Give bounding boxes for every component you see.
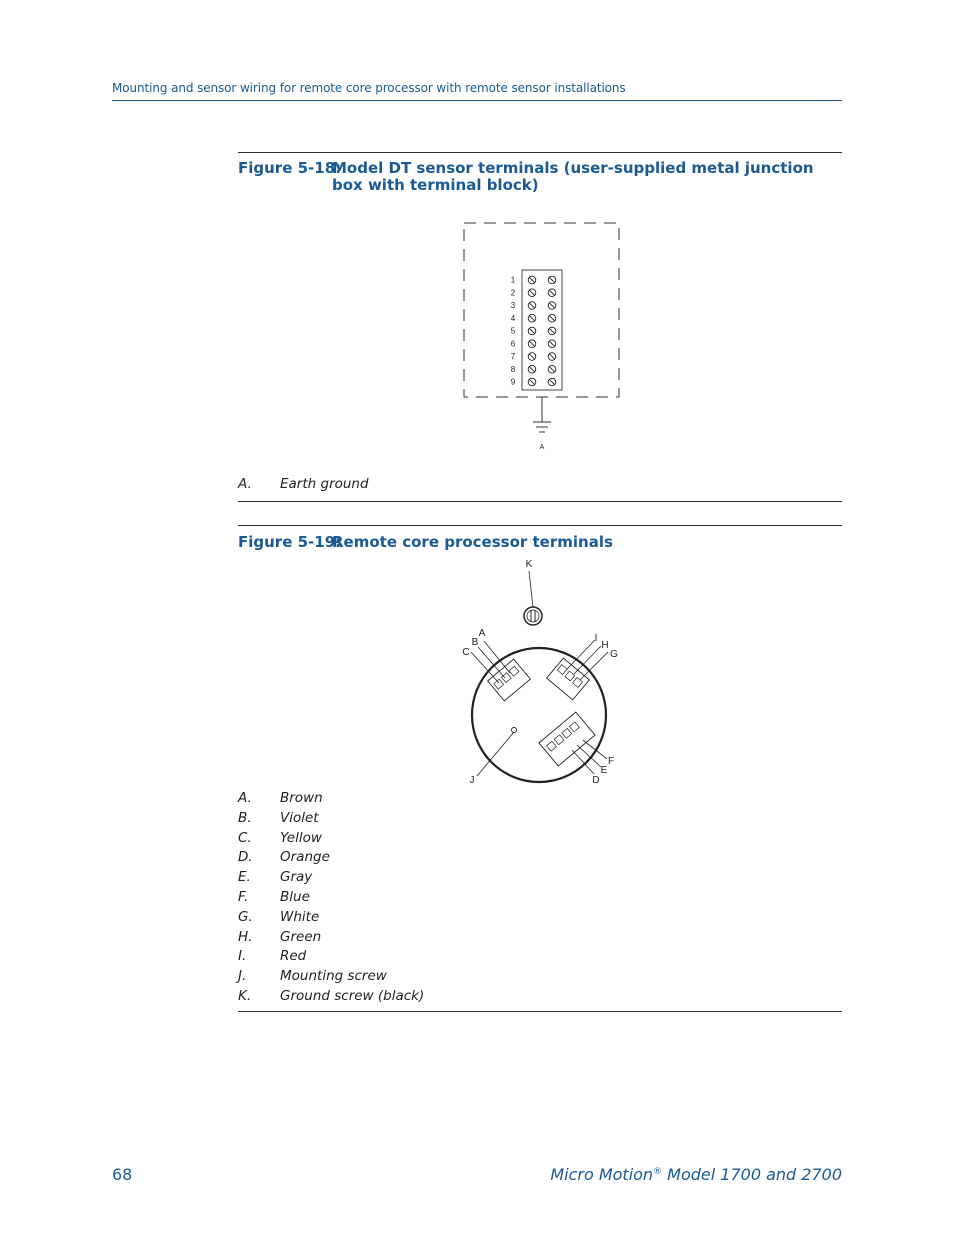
- callout-c: C: [462, 647, 470, 658]
- callout-k-leader: [529, 571, 533, 607]
- brand-name: Micro Motion: [550, 1165, 654, 1184]
- legend-key: G.: [238, 908, 253, 925]
- legend-key: E.: [238, 869, 251, 886]
- legend-key: H.: [238, 928, 253, 945]
- figure19-top-rule: [238, 525, 842, 526]
- terminal-number: 7: [510, 352, 516, 361]
- legend-value: Red: [280, 948, 307, 965]
- figure19-bottom-rule: [238, 1011, 842, 1012]
- legend-key: K.: [238, 987, 252, 1004]
- page-number: 68: [112, 1165, 133, 1184]
- terminal-number: 1: [510, 275, 516, 285]
- terminal-number: 6: [510, 339, 516, 349]
- callout-f-leader: [583, 740, 607, 759]
- legend-value: Ground screw (black): [280, 987, 425, 1004]
- legend-key: F.: [238, 888, 249, 905]
- figure18-number: Figure 5-18:: [238, 159, 342, 177]
- callout-c-leader: [471, 652, 499, 683]
- legend-key: I.: [238, 948, 247, 965]
- terminal-number: 2: [510, 288, 516, 298]
- model-name: Model 1700 and 2700: [662, 1165, 842, 1184]
- junction-box-diagram: [455, 215, 635, 460]
- legend-value: Mounting screw: [280, 968, 387, 985]
- callout-d: D: [592, 775, 600, 786]
- callout-k: K: [525, 559, 533, 570]
- legend-key: A.: [238, 476, 252, 492]
- legend-value: White: [280, 908, 320, 925]
- callout-b-leader: [478, 647, 505, 678]
- legend-value: Orange: [280, 849, 330, 866]
- mounting-screw: [512, 728, 517, 733]
- legend-value: Yellow: [280, 829, 322, 846]
- figure19-number: Figure 5-19:: [238, 533, 342, 551]
- callout-j-leader: [477, 732, 514, 776]
- terminal-numbers: [511, 276, 516, 387]
- figure18-caption: Model DT sensor terminals (user-supplied metal junction box with terminal block): [332, 159, 814, 194]
- callout-f: F: [607, 756, 615, 767]
- running-header: Mounting and sensor wiring for remote core processor with remote sensor installations: [112, 81, 626, 95]
- legend-key: D.: [238, 849, 253, 866]
- callout-j: J: [469, 775, 475, 786]
- callout-i: I: [594, 633, 598, 644]
- terminal-number: 9: [510, 377, 516, 387]
- callout-i-leader: [567, 640, 595, 669]
- processor-housing: [472, 648, 606, 782]
- connector-bottom: [539, 712, 595, 766]
- core-processor-diagram: [450, 552, 630, 792]
- legend-value: Blue: [280, 888, 310, 905]
- terminal-number: 8: [510, 364, 516, 374]
- legend-value: Green: [280, 928, 322, 945]
- callout-h: H: [601, 640, 609, 651]
- callout-e: E: [600, 765, 608, 776]
- legend-value: Violet: [280, 809, 319, 826]
- figure19-caption: Remote core processor terminals: [332, 533, 613, 551]
- callout-b: B: [471, 637, 479, 648]
- header-rule: [112, 100, 842, 101]
- legend-key: C.: [238, 829, 252, 846]
- document-title: [550, 1165, 842, 1184]
- legend-key: B.: [238, 809, 252, 826]
- legend-value: Brown: [280, 790, 323, 806]
- figure18-bottom-rule: [238, 501, 842, 502]
- registered-mark: ®: [653, 1167, 663, 1177]
- ground-callout-a: A: [539, 444, 545, 451]
- legend-value: Gray: [280, 869, 313, 886]
- legend-key: J.: [238, 968, 247, 985]
- terminal-number: 3: [510, 301, 516, 310]
- terminal-number: 4: [510, 313, 516, 323]
- legend-value: Earth ground: [280, 476, 369, 492]
- callout-a: A: [478, 628, 486, 639]
- callout-g: G: [610, 649, 618, 660]
- figure18-top-rule: [238, 152, 842, 153]
- terminal-number: 5: [510, 326, 516, 336]
- legend-key: A.: [238, 790, 252, 806]
